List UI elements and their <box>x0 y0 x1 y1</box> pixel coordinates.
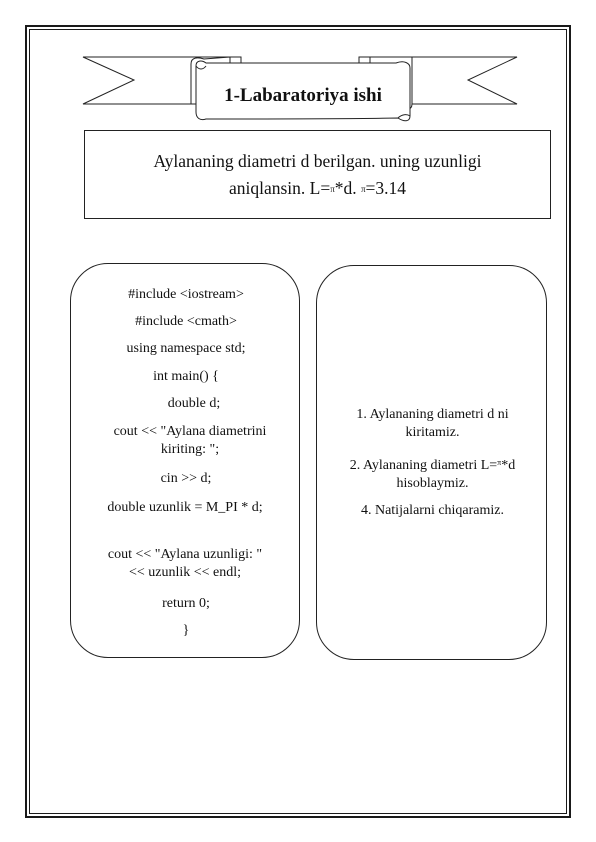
step-item: 1. Aylananing diametri d ni kiritamiz. <box>356 407 509 440</box>
code-line: cout << "Aylana uzunligi: " << uzunlik << endl; <box>107 547 263 580</box>
step-item: 2. Aylananing diametri L=$^\pi$*d hisoblaymiz. <box>349 458 516 491</box>
banner-title: 1-Labaratoriya ishi <box>224 85 382 106</box>
step-item: 4. Natijalarni chiqaramiz. <box>360 503 505 518</box>
task-text: Aylananing diametri d berilgan. uning uzunligi aniqlansin. L=π*d. π=3.14 <box>153 151 482 198</box>
code-line: cin >> d; <box>160 471 212 486</box>
code-line: cout << "Aylana diametrini kiriting: "; <box>113 424 267 457</box>
algorithm-steps-box <box>316 265 547 660</box>
code-line: return 0; <box>162 596 210 611</box>
task-statement <box>84 130 551 219</box>
code-listing-box <box>70 263 300 658</box>
code-line: #include <cmath> <box>135 314 237 329</box>
code-line: int main() { <box>153 369 219 384</box>
code-line: double d; <box>167 396 221 411</box>
code-line: using namespace std; <box>126 341 246 356</box>
code-line: #include <iostream> <box>128 287 244 302</box>
code-line: double uzunlik = M_PI * d; <box>107 500 263 515</box>
code-line: } <box>182 623 190 638</box>
